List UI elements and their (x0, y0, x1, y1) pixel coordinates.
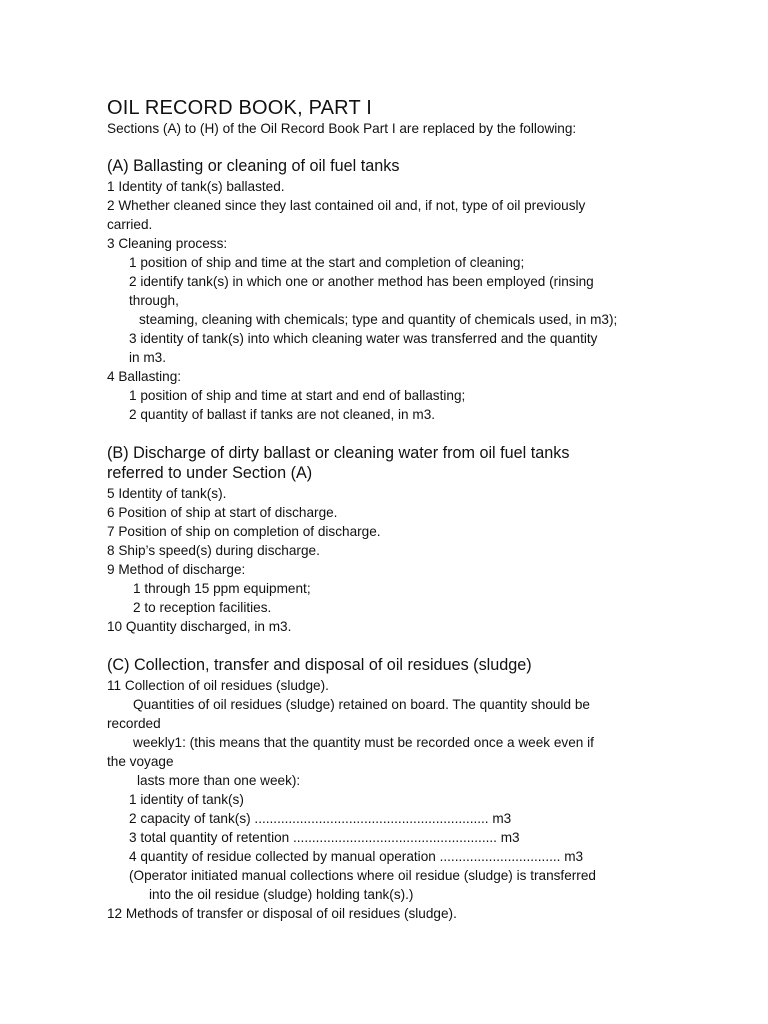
item-5: 5 Identity of tank(s). (107, 486, 227, 501)
item-11-4: 4 quantity of residue collected by manual operation ................................ m3 (129, 849, 584, 864)
section-b-heading-cont: referred to under Section (A) (107, 464, 313, 482)
item-10: 10 Quantity discharged, in m3. (107, 619, 292, 634)
item-12: 12 Methods of transfer or disposal of oil residues (sludge). (107, 906, 457, 921)
item-11-3: 3 total quantity of retention ...................................................... m3 (129, 830, 520, 845)
item-9: 9 Method of discharge: (107, 562, 246, 577)
item-3-1: 1 position of ship and time at the start and completion of cleaning; (129, 255, 525, 270)
item-7: 7 Position of ship on completion of discharge. (107, 524, 381, 539)
item-9-1: 1 through 15 ppm equipment; (133, 581, 311, 596)
item-11-note-cont: into the oil residue (sludge) holding tank(s).) (149, 887, 414, 902)
item-3-2-cont2: steaming, cleaning with chemicals; type and quantity of chemicals used, in m3); (139, 312, 618, 327)
item-3: 3 Cleaning process: (107, 236, 228, 251)
section-c-heading: (C) Collection, transfer and disposal of oil residues (sludge) (107, 656, 532, 674)
item-3-2-cont: through, (129, 293, 179, 308)
section-a-heading: (A) Ballasting or cleaning of oil fuel tanks (107, 157, 400, 175)
page-title: OIL RECORD BOOK, PART I (107, 97, 373, 119)
item-11-weekly-cont: the voyage (107, 754, 174, 769)
item-11-1: 1 identity of tank(s) (129, 792, 244, 807)
item-11-quantities: Quantities of oil residues (sludge) retained on board. The quantity should be (133, 697, 590, 712)
item-3-3: 3 identity of tank(s) into which cleaning water was transferred and the quantity (129, 331, 598, 346)
intro-text: Sections (A) to (H) of the Oil Record Book Part I are replaced by the following: (107, 121, 577, 136)
item-11-weekly: weekly1: (this means that the quantity must be recorded once a week even if (133, 735, 594, 750)
item-11-weekly-cont2: lasts more than one week): (137, 773, 301, 788)
item-4: 4 Ballasting: (107, 369, 182, 384)
item-11: 11 Collection of oil residues (sludge). (107, 678, 329, 693)
item-2: 2 Whether cleaned since they last contained oil and, if not, type of oil previously (107, 198, 586, 213)
section-b-heading: (B) Discharge of dirty ballast or cleaning water from oil fuel tanks (107, 444, 570, 462)
item-4-1: 1 position of ship and time at start and end of ballasting; (129, 388, 466, 403)
item-3-3-cont: in m3. (129, 350, 167, 365)
item-11-2: 2 capacity of tank(s) .............................................................. m3 (129, 811, 512, 826)
item-9-2: 2 to reception facilities. (133, 600, 272, 615)
item-11-quantities-cont: recorded (107, 716, 161, 731)
item-3-2: 2 identify tank(s) in which one or another method has been employed (rinsing (129, 274, 594, 289)
item-2-cont: carried. (107, 217, 153, 232)
item-8: 8 Ship’s speed(s) during discharge. (107, 543, 320, 558)
item-4-2: 2 quantity of ballast if tanks are not cleaned, in m3. (129, 407, 436, 422)
item-1: 1 Identity of tank(s) ballasted. (107, 179, 285, 194)
item-6: 6 Position of ship at start of discharge. (107, 505, 338, 520)
item-11-note: (Operator initiated manual collections where oil residue (sludge) is transferred (129, 868, 596, 883)
